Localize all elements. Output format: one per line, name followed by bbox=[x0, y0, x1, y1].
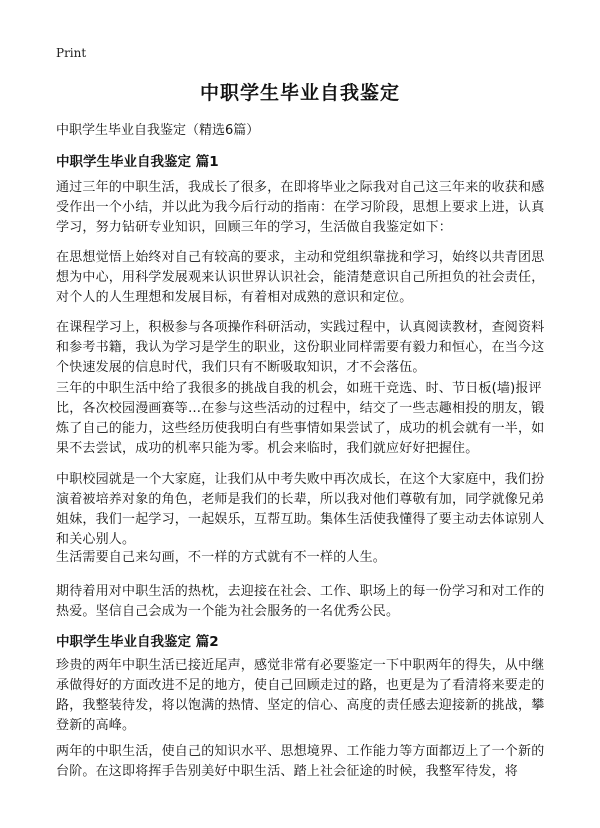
paragraph: 在思想觉悟上始终对自己有较高的要求，主动和党组织靠拢和学习，始终以共青团思想为中心，用科学发展观来认识世界认识社会，能清楚意识自己所担负的社会责任，对个人的人生理想和发展目标，有着相对成熟的意识和定位。 bbox=[56, 250, 545, 305]
document-subtitle: 中职学生毕业自我鉴定（精选6篇） bbox=[56, 123, 260, 138]
print-link[interactable]: Print bbox=[56, 46, 87, 60]
paragraph: 两年的中职生活，使自己的知识水平、思想境界、工作能力等方面都迈上了一个新的台阶。在这即将挥手告别美好中职生活、踏上社会征途的时候，我整军待发，将 bbox=[56, 744, 545, 779]
paragraph: 期待着用对中职生活的热枕，去迎接在社会、工作、职场上的每一份学习和对工作的热爱。坚信自己会成为一个能为社会服务的一名优秀公民。 bbox=[56, 584, 545, 619]
paragraph: 在课程学习上，积极参与各项操作科研活动，实践过程中，认真阅读教材，查阅资料和参考书籍，我认为学习是学生的职业，这份职业同样需要有毅力和恒心，在当今这个快速发展的信息时代，我们只有不断吸取知识，才不会落伍。 bbox=[56, 320, 545, 375]
paragraph: 中职校园就是一个大家庭，让我们从中考失败中再次成长，在这个大家庭中，我们扮演着被培养对象的角色，老师是我们的长辈，所以我对他们尊敬有加，同学就像兄弟姐妹，我们一起学习，一起娱乐，互帮互助。集体生活使我懂得了要主动去体谅别人和关心别人。 bbox=[56, 472, 545, 547]
section-heading-1: 中职学生毕业自我鉴定 篇1 bbox=[56, 154, 219, 170]
paragraph: 珍贵的两年中职生活已接近尾声，感觉非常有必要鉴定一下中职两年的得失，从中继承做得好的方面改进不足的地方，使自己回顾走过的路，也更是为了看清将来要走的路，我整装待发，将以饱满的热情、坚定的信心、高度的责任感去迎接新的挑战，攀登新的高峰。 bbox=[56, 658, 545, 733]
page-title: 中职学生毕业自我鉴定 bbox=[199, 82, 400, 104]
paragraph: 生活需要自己来勾画，不一样的方式就有不一样的人生。 bbox=[56, 550, 387, 565]
paragraph: 通过三年的中职生活，我成长了很多，在即将毕业之际我对自己这三年来的收获和感受作出一个小结，并以此为我今后行动的指南：在学习阶段，思想上要求上进，认真学习，努力钻研专业知识，回顾三年的学习，生活做自我鉴定如下： bbox=[56, 180, 545, 235]
paragraph: 三年的中职生活中给了我很多的挑战自我的机会，如班干竞选、时、节日板(墙)报评比，各次校园漫画赛等…在参与这些活动的过程中，结交了一些志趣相投的朋友，锻炼了自己的能力，这些经历使我明白有些事情如果尝试了，成功的机会就有一半，如果不去尝试，成功的机率只能为零。机会来临时，我们就应好好把握住。 bbox=[56, 381, 545, 456]
section-heading-2: 中职学生毕业自我鉴定 篇2 bbox=[56, 634, 219, 650]
